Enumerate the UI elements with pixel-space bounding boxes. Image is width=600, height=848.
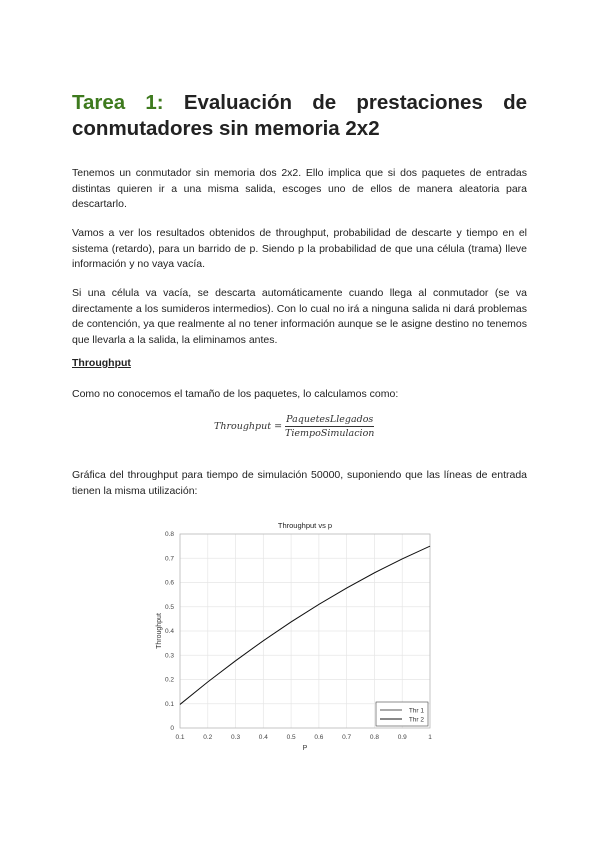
y-tick-label: 0.2 bbox=[164, 676, 174, 684]
title-task-label: Tarea 1: bbox=[72, 91, 164, 114]
paragraph-chart-caption: Gráfica del throughput para tiempo de simulación 50000, suponiendo que las líneas de entrada tienen la misma utilización: bbox=[72, 469, 527, 497]
x-tick-label: 0.6 bbox=[314, 734, 324, 741]
chart-title: Throughput vs p bbox=[277, 521, 333, 530]
document-title bbox=[72, 90, 527, 142]
section-heading-throughput: Throughput bbox=[72, 357, 131, 369]
x-tick-label: 0.8 bbox=[369, 734, 379, 741]
y-tick-label: 0.7 bbox=[164, 555, 174, 563]
y-tick-label: 0.6 bbox=[164, 579, 174, 587]
x-tick-label: 0.3 bbox=[231, 734, 241, 741]
y-axis-label: Throughput bbox=[156, 613, 163, 649]
legend-label: Thr 2 bbox=[408, 716, 424, 724]
y-tick-label: 0 bbox=[170, 725, 174, 733]
x-tick-label: 0.4 bbox=[258, 734, 268, 741]
title-text: Evaluación de prestaciones de conmutadores sin memoria 2x2 bbox=[72, 91, 527, 140]
y-tick-label: 0.3 bbox=[164, 652, 174, 660]
paragraph-formula-intro: Como no conocemos el tamaño de los paquetes, lo calculamos como: bbox=[72, 388, 399, 400]
x-tick-label: 1 bbox=[428, 734, 432, 741]
formula-fraction bbox=[285, 414, 374, 439]
x-tick-label: 0.1 bbox=[175, 734, 185, 741]
formula-lhs: Throughput bbox=[214, 421, 272, 432]
y-tick-label: 0.8 bbox=[164, 531, 174, 539]
y-tick-label: 0.5 bbox=[164, 603, 174, 611]
paragraph-objective: Vamos a ver los resultados obtenidos de throughput, probabilidad de descarte y tiempo en el sistema (retardo), para un barrido de p. Siendo p la probabilidad de que una célula (trama) lleve información y no vaya vacía. bbox=[72, 227, 527, 271]
formula-denominator: TiempoSimulacion bbox=[285, 428, 375, 439]
paragraph-intro: Tenemos un conmutador sin memoria dos 2x2. Ello implica que si dos paquetes de entradas distintas quieren ir a una misma salida, escoges uno de ellos de manera aleatoria para descartarlo. bbox=[72, 167, 527, 211]
y-tick-label: 0.1 bbox=[164, 700, 174, 708]
x-tick-label: 0.9 bbox=[397, 734, 407, 741]
paragraph-empty-cell: Si una célula va vacía, se descarta automáticamente cuando llega al conmutador (se va directamente a los sumideros intermedios). Con lo cual no irá a ninguna salida ni dará problemas de contención, ya que realmente al no tener información aunque se le asigne destino no tenemos que llevarla a la salida, la eliminamos antes. bbox=[72, 287, 527, 346]
throughput-formula bbox=[214, 414, 374, 439]
x-tick-label: 0.2 bbox=[203, 734, 213, 741]
x-tick-label: 0.5 bbox=[286, 734, 296, 741]
x-tick-label: 0.7 bbox=[342, 734, 352, 741]
y-tick-label: 0.4 bbox=[164, 628, 174, 636]
formula-numerator: PaquetesLlegados bbox=[286, 414, 374, 425]
formula-equals: = bbox=[274, 421, 283, 432]
legend-label: Thr 1 bbox=[408, 707, 424, 715]
throughput-chart bbox=[150, 518, 440, 758]
x-axis-label: P bbox=[302, 745, 308, 752]
